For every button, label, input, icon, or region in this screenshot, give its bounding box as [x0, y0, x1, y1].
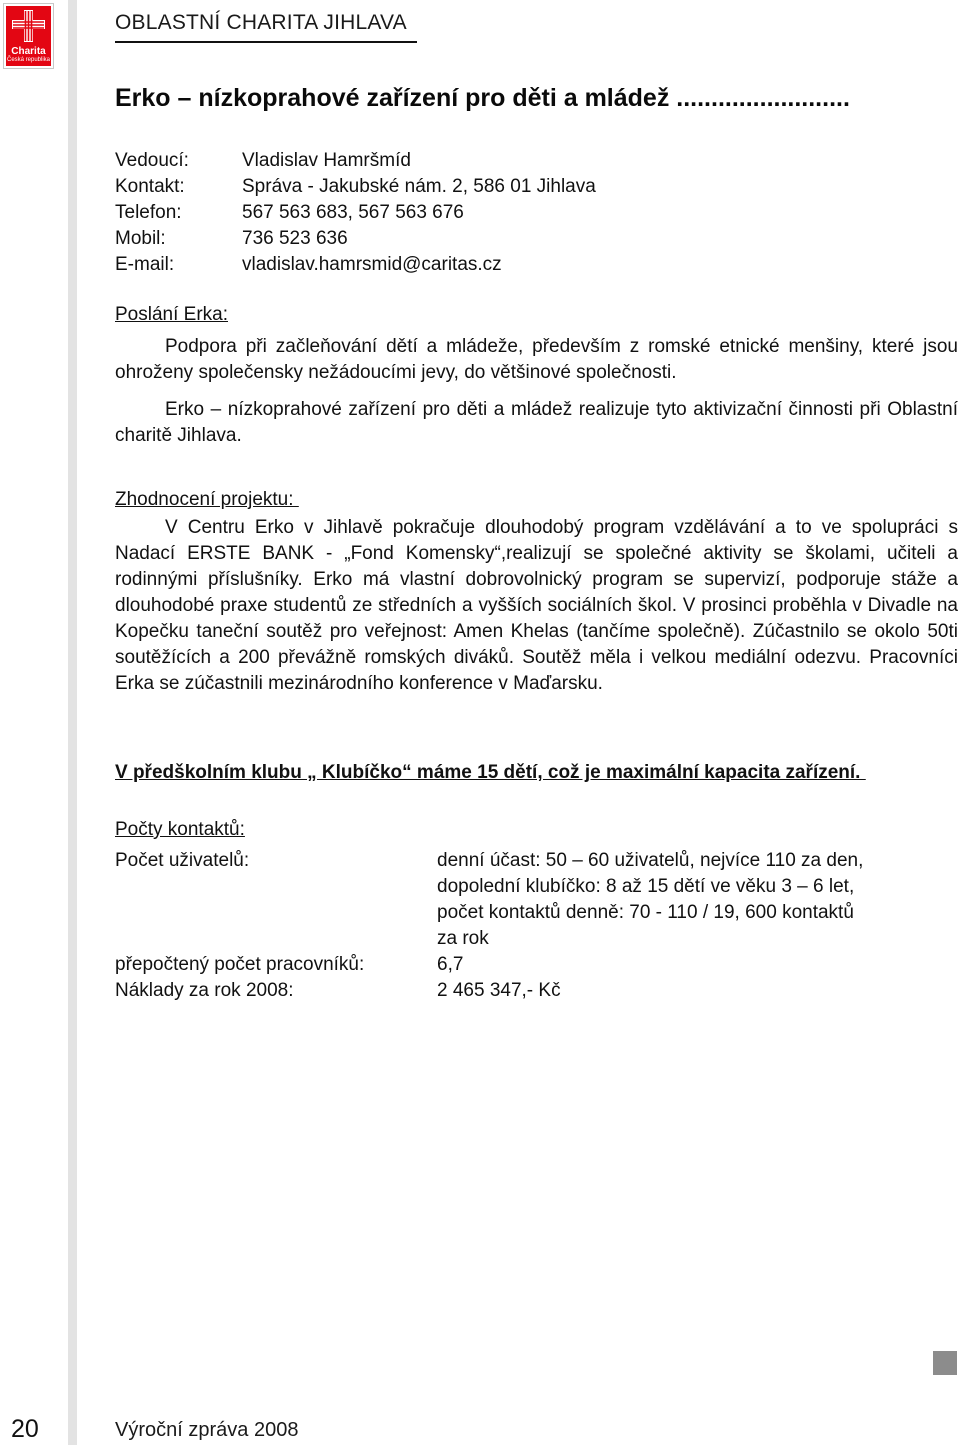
mission-heading: Poslání Erka: [115, 304, 228, 325]
users-line: za rok [437, 928, 489, 949]
evaluation-paragraph: V Centru Erko v Jihlavě pokračuje dlouhodobý program vzdělávání a to ve spolupráci s Nadací ERSTE BANK - „Fond Komensky“,realizují se společné aktivity se školami, učiteli a rodinnými příslušníky. Erko má vlastní dobrovolnický program se supervizí, podporuje stáže a dlouhodobé praxe studentů ze středních a vyšších sociálních škol. V prosinci proběhla v Divadle na Kopečku taneční soutěž pro veřejnost: Amen Khelas (tančíme společně). Zúčastnilo se okolo 50ti soutěžících a 200 převážně romských diváků. Soutěž měla i velkou mediální odezvu. Pracovníci Erka se zúčastnili mezinárodního konference v Maďarsku. [115, 517, 958, 694]
contact-list [115, 148, 596, 278]
corner-square [933, 1351, 957, 1375]
counts-table [115, 848, 957, 1004]
logo-background [6, 6, 51, 66]
contact-row [115, 200, 596, 226]
staff-value: 6,7 [437, 954, 464, 975]
users-line: počet kontaktů denně: 70 - 110 / 19, 600 kontaktů [437, 902, 854, 923]
contact-label: Telefon: [115, 202, 182, 223]
count-row-staff [115, 952, 957, 978]
users-line: denní účast: 50 – 60 uživatelů, nejvíce 110 za den, [437, 850, 864, 871]
page-title: Erko – nízkoprahové zařízení pro děti a mládež ......................... [115, 84, 850, 112]
cross-icon [6, 6, 51, 46]
costs-value: 2 465 347,- Kč [437, 980, 561, 1001]
contact-value: Vladislav Hamršmíd [242, 150, 411, 171]
logo-subline: Česká republika [6, 57, 51, 63]
contact-row [115, 174, 596, 200]
contact-value: Správa - Jakubské nám. 2, 586 01 Jihlava [242, 176, 596, 197]
users-label: Počet uživatelů: [115, 850, 250, 871]
contact-value: 567 563 683, 567 563 676 [242, 202, 464, 223]
footer-text: Výroční zpráva 2008 [115, 1419, 299, 1441]
organization-title: OBLASTNÍ CHARITA JIHLAVA [115, 11, 407, 34]
page-number: 20 [11, 1415, 39, 1443]
contact-label: E-mail: [115, 254, 175, 275]
activities-paragraph: Erko – nízkoprahové zařízení pro děti a mládež realizuje tyto aktivizační činnosti při Oblastní charitě Jihlava. [115, 399, 958, 446]
contact-label: Vedoucí: [115, 150, 189, 171]
contact-value: 736 523 636 [242, 228, 348, 249]
contact-row [115, 252, 596, 278]
costs-label: Náklady za rok 2008: [115, 980, 294, 1001]
logo-wordmark: Charita [11, 46, 46, 57]
users-values [437, 848, 957, 952]
contact-label: Kontakt: [115, 176, 185, 197]
sidebar-bar [68, 0, 77, 1445]
header-rule [115, 41, 417, 43]
contact-row [115, 148, 596, 174]
mission-paragraph: Podpora při začleňování dětí a mládeže, především z romské etnické menšiny, které jsou ohroženy společensky nežádoucími jevy, do většinové společnosti. [115, 336, 958, 383]
evaluation-heading: Zhodnocení projektu: [115, 489, 299, 510]
club-statement: V předškolním klubu „ Klubíčko“ máme 15 dětí, což je maximální kapacita zařízení. [115, 762, 866, 783]
count-row-users [115, 848, 957, 952]
counts-heading: Počty kontaktů: [115, 819, 245, 840]
count-row-costs [115, 978, 957, 1004]
email-value: vladislav.hamrsmid@caritas.cz [242, 254, 502, 275]
charita-logo [3, 3, 54, 69]
contact-row [115, 226, 596, 252]
contact-label: Mobil: [115, 228, 166, 249]
users-line: dopolední klubíčko: 8 až 15 dětí ve věku 3 – 6 let, [437, 876, 855, 897]
staff-label: přepočtený počet pracovníků: [115, 954, 365, 975]
